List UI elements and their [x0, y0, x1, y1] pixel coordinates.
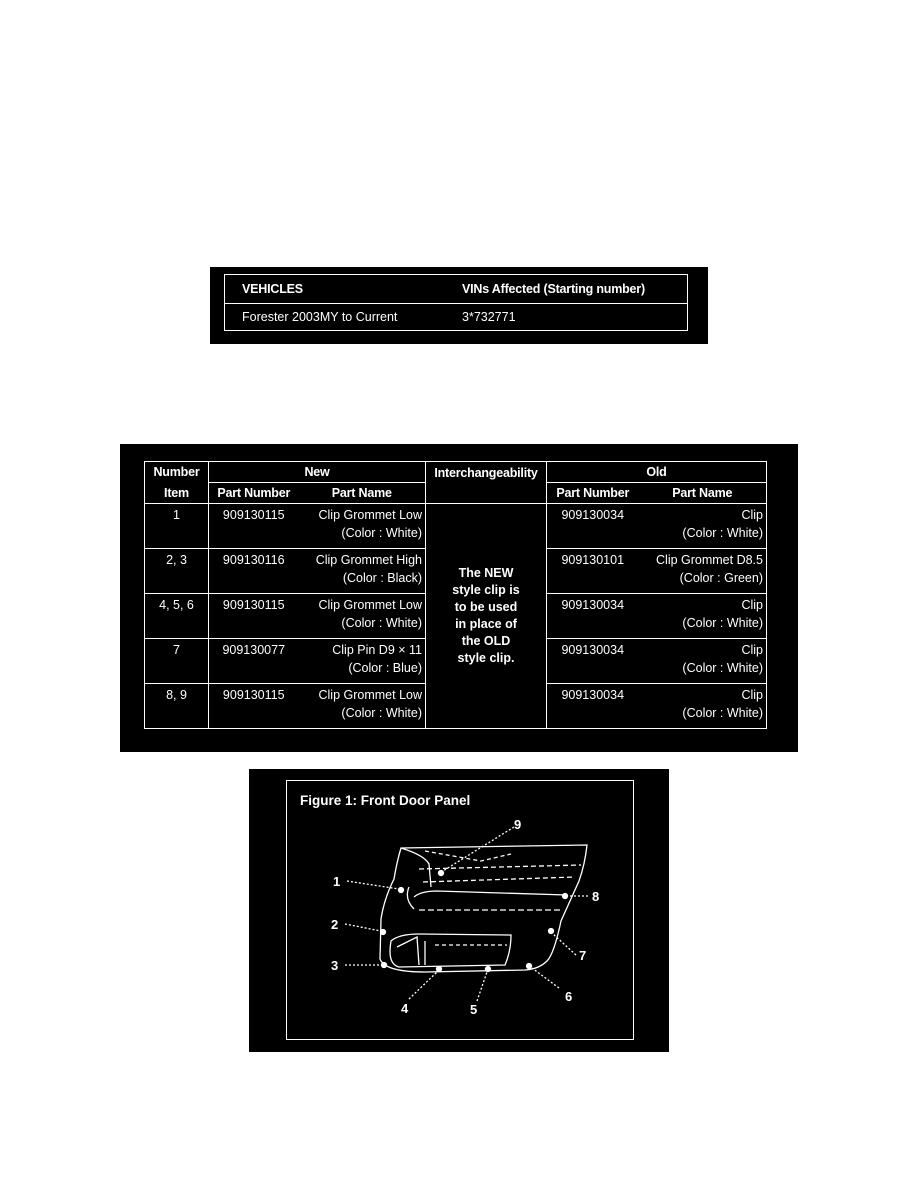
item-header: Item	[145, 483, 209, 504]
old-part-number: 909130034	[547, 639, 639, 684]
callout-8: 8	[592, 889, 600, 904]
table-row	[145, 504, 767, 549]
new-part-name: Clip Grommet High (Color : Black)	[299, 549, 426, 594]
clip-marker-9	[439, 871, 444, 876]
clip-marker-7	[549, 929, 554, 934]
new-header: New	[209, 462, 426, 483]
new-part-name-header: Part Name	[299, 483, 426, 504]
leader-5	[477, 972, 487, 1001]
new-part-number: 909130115	[209, 684, 299, 729]
new-part-name: Clip Grommet Low (Color : White)	[299, 684, 426, 729]
vehicles-table	[210, 267, 708, 344]
new-part-name: Clip Grommet Low (Color : White)	[299, 594, 426, 639]
new-part-number: 909130077	[209, 639, 299, 684]
vins-header: VINs Affected (Starting number)	[462, 282, 645, 296]
old-part-number-header: Part Number	[547, 483, 639, 504]
armrest-top	[414, 891, 567, 897]
old-part-number: 909130034	[547, 684, 639, 729]
pocket-divider	[397, 937, 419, 965]
old-part-number: 909130101	[547, 549, 639, 594]
item-number: 8, 9	[145, 684, 209, 729]
door-outline	[380, 845, 587, 972]
vehicles-header: VEHICLES	[242, 282, 303, 296]
new-part-number: 909130115	[209, 504, 299, 549]
callout-7: 7	[579, 948, 587, 963]
callout-3: 3	[331, 958, 339, 973]
old-part-name: Clip Grommet D8.5 (Color : Green)	[639, 549, 767, 594]
callout-6: 6	[565, 989, 573, 1004]
leader-9	[443, 827, 514, 871]
door-mirror-edge	[401, 848, 431, 887]
callout-1: 1	[333, 874, 341, 889]
vehicle-name: Forester 2003MY to Current	[242, 310, 398, 324]
interchangeability-note: The NEW style clip is to be used in place of the OLD style clip.	[426, 504, 547, 729]
old-part-name: Clip (Color : White)	[639, 684, 767, 729]
new-part-name: Clip Grommet Low (Color : White)	[299, 504, 426, 549]
item-number: 2, 3	[145, 549, 209, 594]
clip-marker-8	[563, 894, 568, 899]
item-number: 7	[145, 639, 209, 684]
callout-5: 5	[470, 1002, 478, 1017]
parts-table	[144, 461, 767, 729]
item-number: 4, 5, 6	[145, 594, 209, 639]
old-part-number: 909130034	[547, 594, 639, 639]
new-part-number: 909130116	[209, 549, 299, 594]
leader-7	[553, 934, 576, 955]
leader-6	[532, 968, 559, 988]
number-header: Number	[145, 462, 209, 483]
callout-2: 2	[331, 917, 339, 932]
old-part-number: 909130034	[547, 504, 639, 549]
parts-table-panel	[120, 444, 798, 752]
clip-marker-2	[381, 930, 386, 935]
figure-title: Figure 1: Front Door Panel	[300, 793, 471, 808]
item-number: 1	[145, 504, 209, 549]
old-header: Old	[547, 462, 767, 483]
clip-marker-6	[527, 964, 532, 969]
clip-marker-1	[399, 888, 404, 893]
callout-4: 4	[401, 1001, 409, 1016]
interchangeability-header: Interchangeability	[426, 462, 547, 504]
old-part-name: Clip (Color : White)	[639, 594, 767, 639]
window-line	[425, 851, 511, 861]
vehicles-table-frame	[224, 274, 688, 331]
new-part-name: Clip Pin D9 × 11 (Color : Blue)	[299, 639, 426, 684]
leader-4	[409, 972, 437, 999]
door-pocket	[390, 934, 511, 967]
clip-marker-4	[437, 967, 442, 972]
door-panel-illustration	[249, 769, 669, 1052]
leader-2	[345, 924, 381, 931]
new-part-number-header: Part Number	[209, 483, 299, 504]
old-part-name: Clip (Color : White)	[639, 504, 767, 549]
callout-9: 9	[514, 817, 522, 832]
upper-trim-line	[419, 865, 581, 869]
front-door-panel-figure	[249, 769, 669, 1052]
old-part-name-header: Part Name	[639, 483, 767, 504]
clip-marker-5	[486, 967, 491, 972]
handle-curve	[407, 887, 414, 909]
vehicles-table-divider	[225, 303, 687, 304]
upper-trim-line-2	[423, 877, 575, 882]
vin-value: 3*732771	[462, 310, 516, 324]
clip-marker-3	[382, 963, 387, 968]
old-part-name: Clip (Color : White)	[639, 639, 767, 684]
new-part-number: 909130115	[209, 594, 299, 639]
